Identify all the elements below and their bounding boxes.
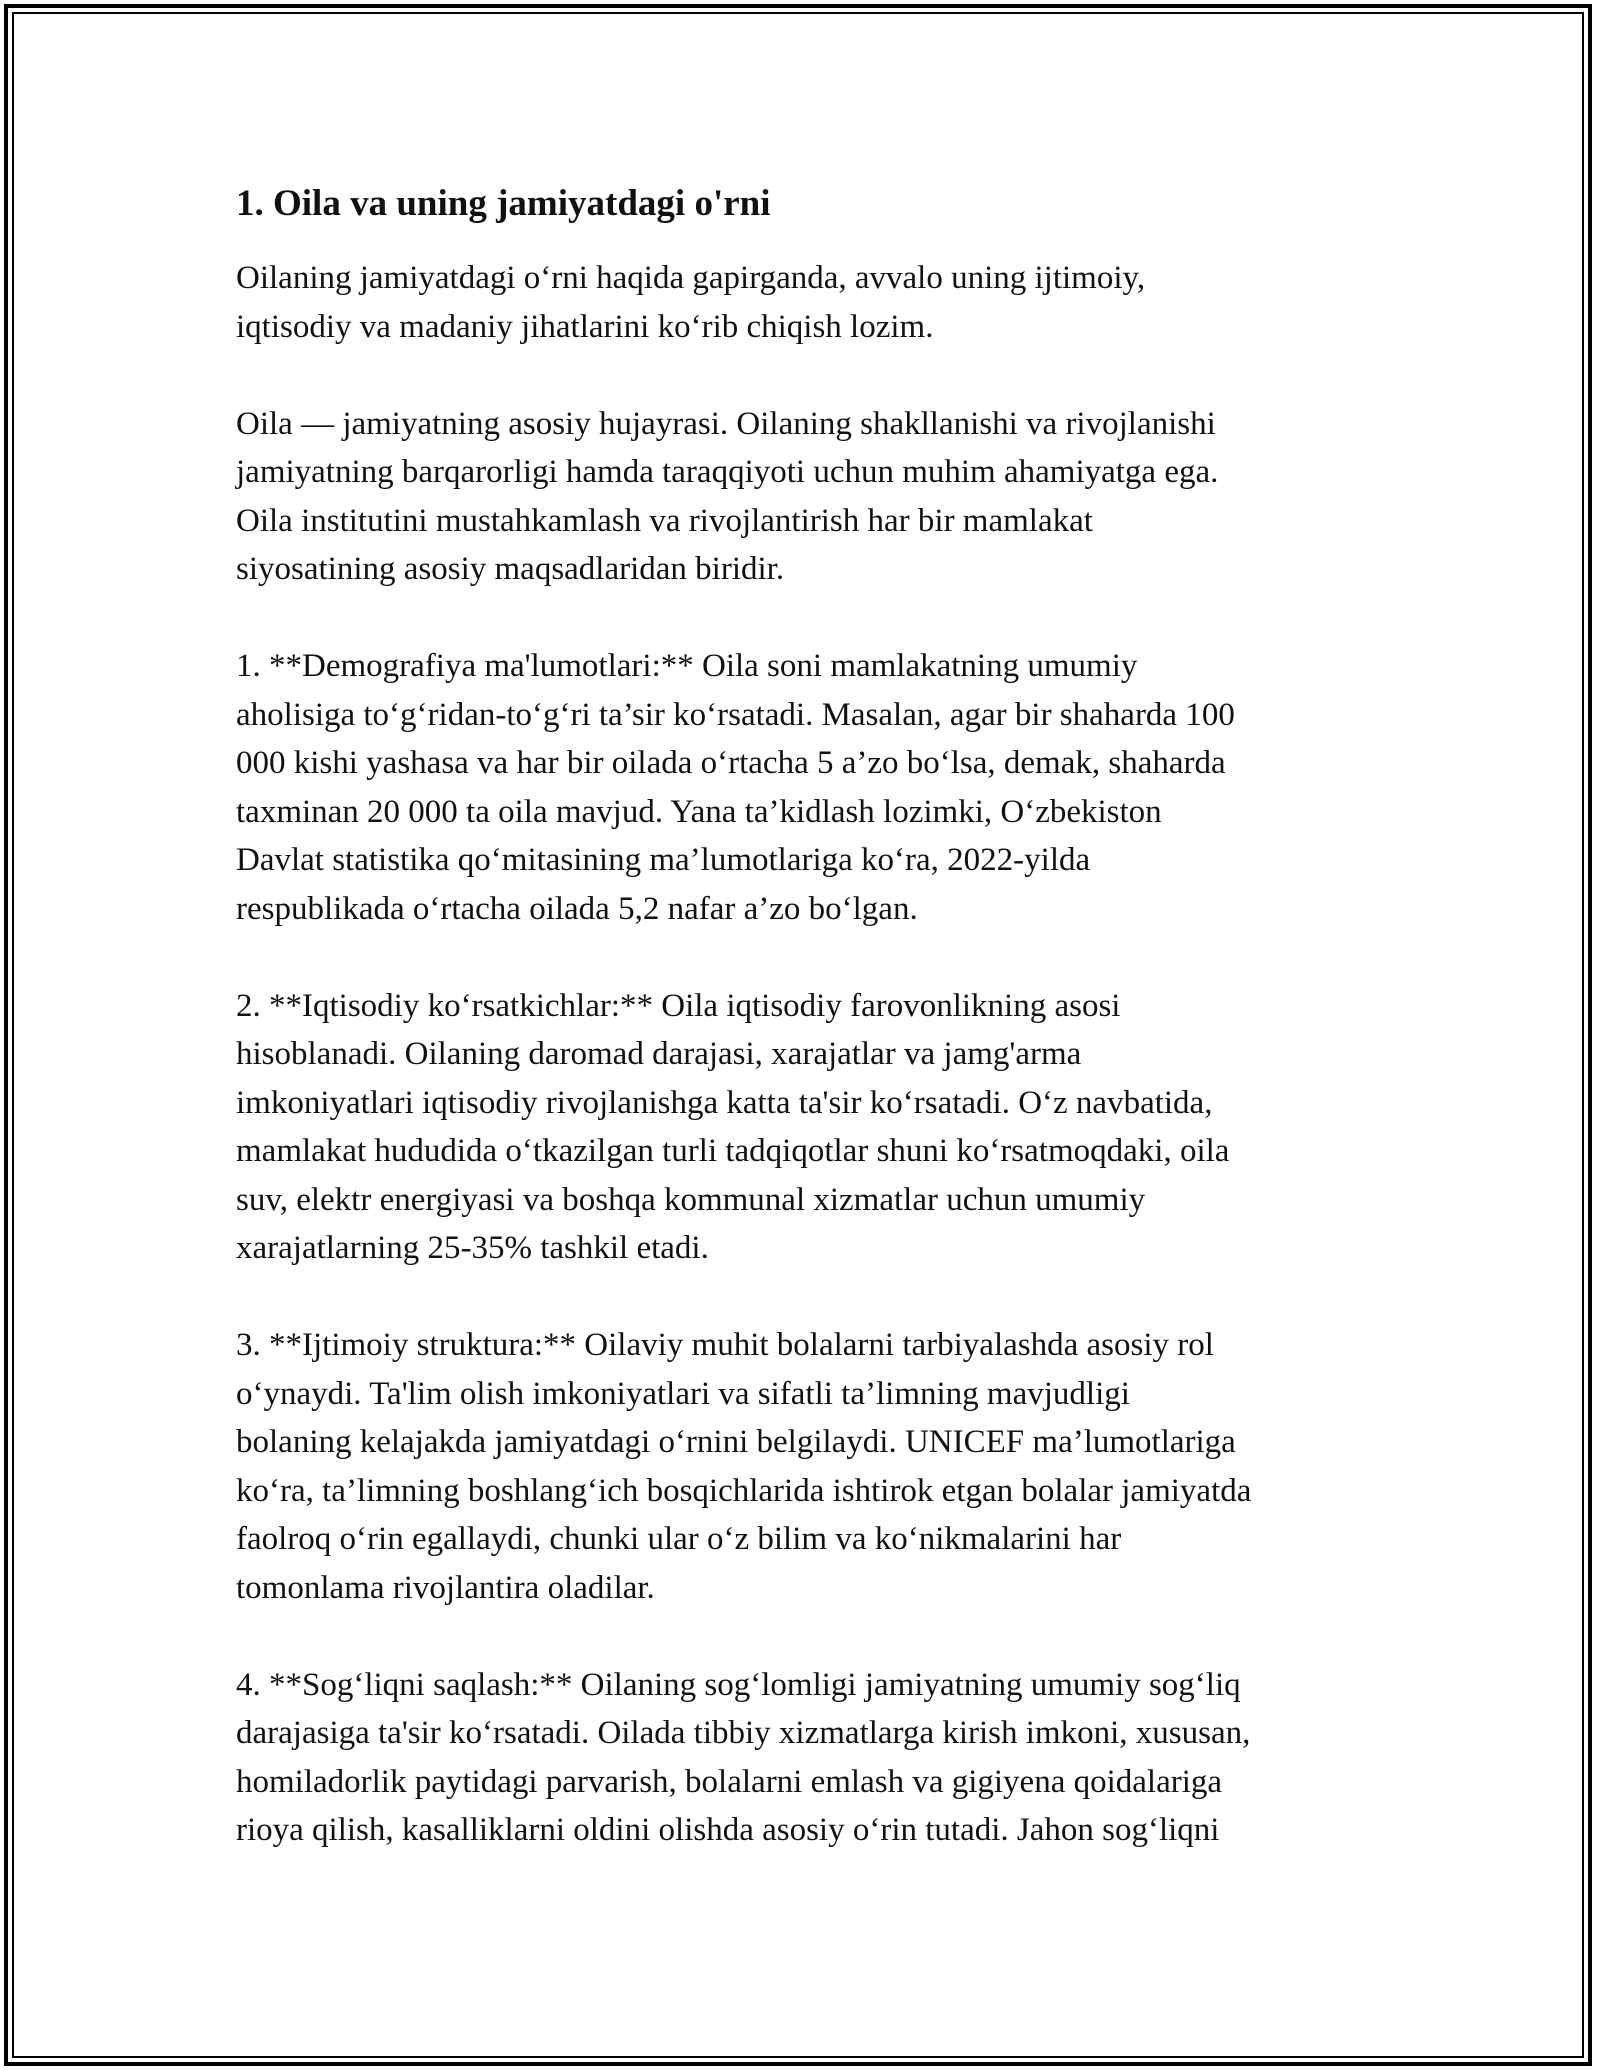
text-line: darajasiga ta'sir ko‘rsatadi. Oilada tibbiy xizmatlarga kirish imkoni, xususan, [236, 1715, 1251, 1751]
text-line: xarajatlarning 25-35% tashkil etadi. [236, 1230, 709, 1266]
paragraph-social-structure [236, 1321, 1376, 1612]
text-line: ko‘ra, ta’limning boshlang‘ich bosqichlarida ishtirok etgan bolalar jamiyatda [236, 1472, 1252, 1509]
text-line: homiladorlik paytidagi parvarish, bolalarni emlash va gigiyena qoidalariga [236, 1763, 1223, 1800]
text-line: 000 kishi yashasa va har bir oilada o‘rtacha 5 a’zo bo‘lsa, demak, shaharda [236, 745, 1226, 781]
text-line: Oila — jamiyatning asosiy hujayrasi. Oilaning shakllanishi va rivojlanishi [236, 405, 1216, 442]
text-line: faolroq o‘rin egallaydi, chunki ular o‘z bilim va ko‘nikmalarini har [236, 1521, 1122, 1557]
text-line: respublikada o‘rtacha oilada 5,2 nafar a’zo bo‘lgan. [236, 890, 918, 927]
text-line: rioya qilish, kasalliklarni oldini olishda asosiy o‘rin tutadi. Jahon sog‘liqni [236, 1812, 1220, 1848]
text-line: bolaning kelajakda jamiyatdagi o‘rnini belgilaydi. UNICEF ma’lumotlariga [236, 1424, 1236, 1460]
text-line: tomonlama rivojlantira oladilar. [236, 1569, 655, 1606]
text-line: 3. **Ijtimoiy struktura:** Oilaviy muhit bolalarni tarbiyalashda asosiy rol [236, 1327, 1214, 1363]
text-line: imkoniyatlari iqtisodiy rivojlanishga katta ta'sir ko‘rsatadi. O‘z navbatida, [236, 1084, 1213, 1121]
text-line: siyosatining asosiy maqsadlaridan biridir. [236, 551, 785, 587]
text-line: 4. **Sog‘liqni saqlash:** Oilaning sog‘lomligi jamiyatning umumiy sog‘liq [236, 1666, 1241, 1703]
text-line: taxminan 20 000 ta oila mavjud. Yana ta’kidlash lozimki, O‘zbekiston [236, 793, 1162, 830]
text-line: Oila institutini mustahkamlash va rivojlantirish har bir mamlakat [236, 502, 1093, 539]
document-body [236, 180, 1376, 1903]
text-line: o‘ynaydi. Ta'lim olish imkoniyatlari va sifatli ta’limning mavjudligi [236, 1375, 1130, 1412]
paragraph-demography [236, 642, 1376, 933]
paragraph-family-definition [236, 400, 1376, 594]
paragraph-health [236, 1661, 1376, 1855]
text-line: 2. **Iqtisodiy ko‘rsatkichlar:** Oila iqtisodiy farovonlikning asosi [236, 987, 1121, 1024]
text-line: 1. **Demografiya ma'lumotlari:** Oila soni mamlakatning umumiy [236, 648, 1138, 684]
text-line: hisoblanadi. Oilaning daromad darajasi, xarajatlar va jamg'arma [236, 1036, 1082, 1072]
text-line: iqtisodiy va madaniy jihatlarini ko‘rib chiqish lozim. [236, 308, 934, 345]
paragraph-intro [236, 254, 1376, 351]
text-line: Davlat statistika qo‘mitasining ma’lumotlariga ko‘ra, 2022-yilda [236, 842, 1091, 878]
text-line: Oilaning jamiyatdagi o‘rni haqida gapirganda, avvalo uning ijtimoiy, [236, 260, 1146, 296]
paragraph-economy [236, 982, 1376, 1273]
text-line: jamiyatning barqarorligi hamda taraqqiyoti uchun muhim ahamiyatga ega. [236, 454, 1219, 490]
text-line: aholisiga to‘g‘ridan-to‘g‘ri ta’sir ko‘rsatadi. Masalan, agar bir shaharda 100 [236, 696, 1235, 733]
text-line: suv, elektr energiyasi va boshqa kommunal xizmatlar uchun umumiy [236, 1181, 1146, 1218]
text-line: mamlakat hududida o‘tkazilgan turli tadqiqotlar shuni ko‘rsatmoqdaki, oila [236, 1133, 1230, 1169]
section-heading: 1. Oila va uning jamiyatdagi o'rni [236, 183, 771, 224]
